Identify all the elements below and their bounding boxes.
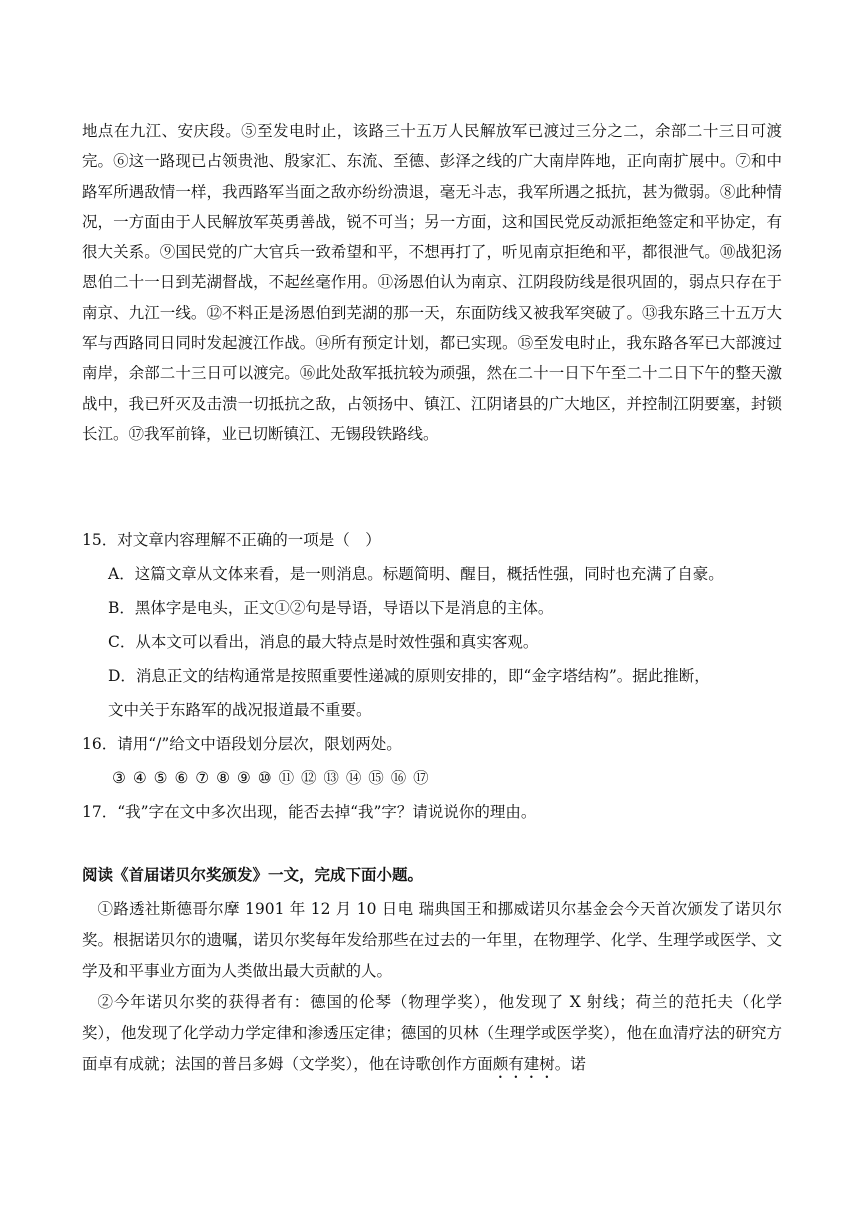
nobel-paragraph-2-tail: 。诺 xyxy=(554,1055,586,1073)
passage-continuation: 地点在九江、安庆段。⑤至发电时止，该路三十五万人民解放军已渡过三分之二，余部二十三日可渡完。⑥这一路现已占领贵池、殷家汇、东流、至德、彭泽之线的广大南岸阵地，正向南扩展中。⑦和中路军所遇敌情一样，我西路军当面之敌亦纷纷溃退，毫无斗志，我军所遇之抵抗，甚为微弱。⑧此种情况，一方面由于人民解放军英勇善战，锐不可当；另一方面，这和国民党反动派拒绝签定和平协定，有很大关系。⑨国民党的广大官兵一致希望和平，不想再打了，听见南京拒绝和平，都很泄气。⑩战犯汤恩伯二十一日到芜湖督战，不起丝毫作用。⑪汤恩伯认为南京、江阴段防线是很巩固的，弱点只存在于南京、九江一线。⑫不料正是汤恩伯到芜湖的那一天，东面防线又被我军突破了。⑬我东路三十五万大军与西路同日同时发起渡江作战。⑭所有预定计划，都已实现。⑮至发电时止，我东路各军已大部渡过南岸，余部二十三日可以渡完。⑯此处敌军抵抗较为顽强，然在二十一日下午至二十二日下午的整天激战中，我已歼灭及击溃一切抵抗之敌，占领扬中、镇江、江阴诸县的广大地区，并控制江阴要塞，封锁长江。⑰我军前锋，业已切断镇江、无锡段铁路线。 xyxy=(82,122,782,443)
question-16-stem: 16．请用“/”给文中语段划分层次，限划两处。 xyxy=(82,735,402,753)
question-15-option-c: C．从本文可以看出，消息的最大特点是时效性强和真实客观。 xyxy=(108,633,539,651)
nobel-paragraph-2 xyxy=(82,987,782,1082)
question-15-option-a: A．这篇文章从文体来看，是一则消息。标题简明、醒目，概括性强，同时也充满了自豪。 xyxy=(108,565,724,583)
question-15-stem: 15．对文章内容理解不正确的一项是（ ） xyxy=(82,531,381,549)
question-15-option-d-continued: 文中关于东路军的战况报道最不重要。 xyxy=(108,701,372,719)
nobel-paragraph-2-text: ②今年诺贝尔奖的获得者有：德国的伦琴（物理学奖），他发现了 X 射线；荷兰的范托夫（化学奖），他发现了化学动力学定律和渗透压定律；德国的贝林（生理学或医学奖），他在血清疗法的研究方面卓有成就；法国的普吕多姆（文学奖），他在诗歌创作方面 xyxy=(82,993,782,1073)
emphasized-phrase: 颇有建树 xyxy=(492,1055,555,1073)
question-16-sentence-markers: ③ ④ ⑤ ⑥ ⑦ ⑧ ⑨ ⑩ ⑪ ⑫ ⑬ ⑭ ⑮ ⑯ ⑰ xyxy=(112,769,429,787)
nobel-paragraph-1: ①路透社斯德哥尔摩 1901 年 12 月 10 日电 瑞典国王和挪威诺贝尔基金会今天首次颁发了诺贝尔奖。根据诺贝尔的遗嘱，诺贝尔奖每年发给那些在过去的一年里，在物理学、化学、生理学或医学、文学及和平事业方面为人类做出最大贡献的人。 xyxy=(82,900,782,980)
question-15-option-b: B．黑体字是电头，正文①②句是导语，导语以下是消息的主体。 xyxy=(108,599,554,617)
question-17-stem: 17．“我”字在文中多次出现，能否去掉“我”字？请说说你的理由。 xyxy=(82,803,537,821)
section-heading: 阅读《首届诺贝尔奖颁发》一文，完成下面小题。 xyxy=(82,866,424,884)
question-15-option-d: D．消息正文的结构通常是按照重要性递减的原则安排的，即“金字塔结构”。据此推断， xyxy=(108,667,710,685)
